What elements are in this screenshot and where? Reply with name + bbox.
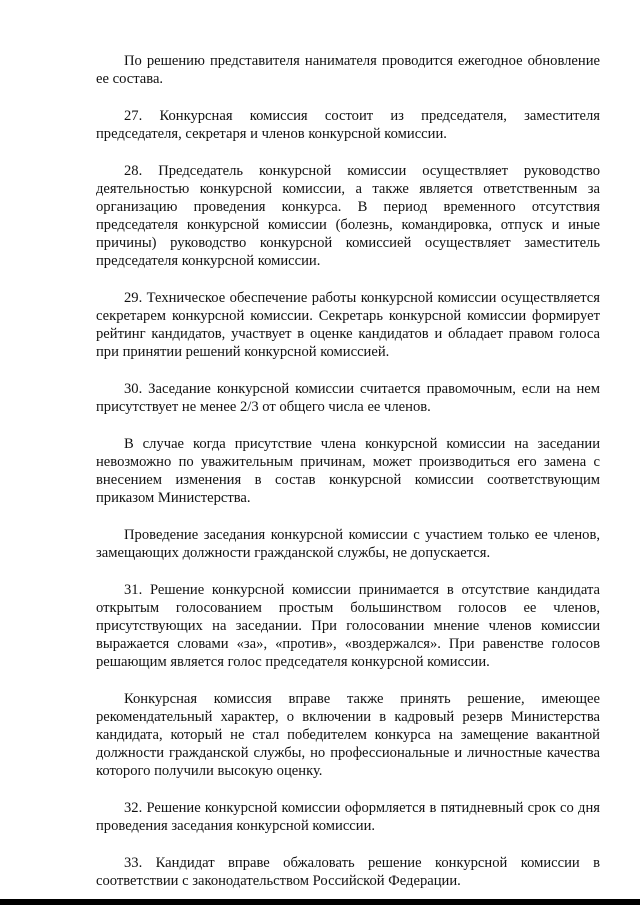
paragraph-29: 29. Техническое обеспечение работы конкурсной комиссии осуществляется секретарем конкурсной комиссии. Секретарь конкурсной комиссии формирует рейтинг кандидатов, участвует в оценке кандидатов и обладает правом голоса при принятии решений конкурсной комиссией.: [96, 290, 600, 360]
paragraph-30-members: Проведение заседания конкурсной комиссии с участием только ее членов, замещающих должности гражданской службы, не допускается.: [96, 527, 600, 561]
paragraph-33: 33. Кандидат вправе обжаловать решение конкурсной комиссии в соответствии с законодательством Российской Федерации.: [96, 855, 600, 889]
paragraph-30-replacement: В случае когда присутствие члена конкурсной комиссии на заседании невозможно по уважительным причинам, может производиться его замена с внесением изменения в состав конкурсной комиссии соответствующим приказом Министерства.: [96, 436, 600, 506]
paragraph-renewal: По решению представителя нанимателя проводится ежегодное обновление ее состава.: [96, 53, 600, 87]
document-body: [96, 52, 600, 909]
paragraph-31-reserve: Конкурсная комиссия вправе также принять решение, имеющее рекомендательный характер, о включении в кадровый резерв Министерства кандидата, который не стал победителем конкурса на замещение вакантной должности гражданской службы, но профессиональные и личностные качества которого получили высокую оценку.: [96, 691, 600, 779]
paragraph-30: 30. Заседание конкурсной комиссии считается правомочным, если на нем присутствует не менее 2/3 от общего числа ее членов.: [96, 381, 600, 415]
paragraph-31: 31. Решение конкурсной комиссии принимается в отсутствие кандидата открытым голосованием простым большинством голосов ее членов, присутствующих на заседании. При голосовании мнение членов комиссии выражается словами «за», «против», «воздержался». При равенстве голосов решающим является голос председателя конкурсной комиссии.: [96, 582, 600, 670]
paragraph-28: 28. Председатель конкурсной комиссии осуществляет руководство деятельностью конкурсной комиссии, а также является ответственным за организацию проведения конкурса. В период временного отсутствия председателя конкурсной комиссии (болезнь, командировка, отпуск и иные причины) руководство конкурсной комиссией осуществляет заместитель председателя конкурсной комиссии.: [96, 163, 600, 269]
paragraph-27: 27. Конкурсная комиссия состоит из председателя, заместителя председателя, секретаря и членов конкурсной комиссии.: [96, 108, 600, 142]
paragraph-32: 32. Решение конкурсной комиссии оформляется в пятидневный срок со дня проведения заседания конкурсной комиссии.: [96, 800, 600, 834]
scan-bottom-edge: [0, 899, 640, 905]
